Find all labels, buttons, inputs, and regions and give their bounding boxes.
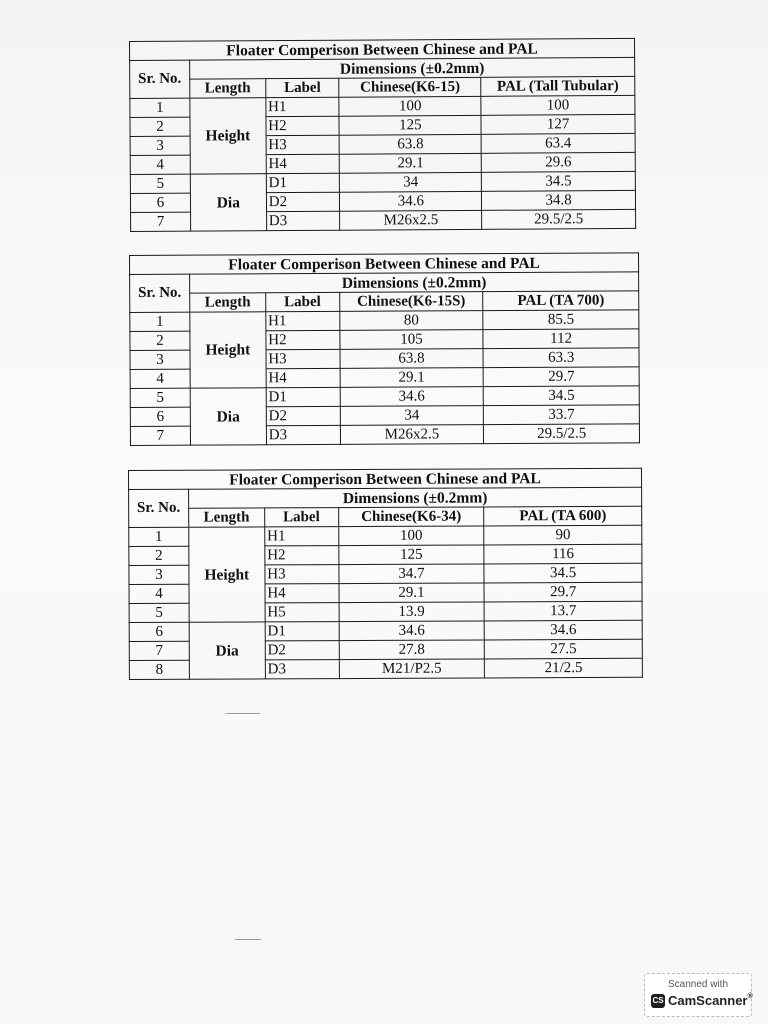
sr-no-cell: 7	[129, 641, 189, 660]
pal-value-cell: 127	[481, 114, 635, 134]
chinese-value-cell: M26x2.5	[340, 425, 484, 445]
chinese-value-cell: 34	[340, 172, 482, 192]
chinese-value-cell: 125	[338, 545, 484, 565]
table-title: Floater Comperison Between Chinese and PAL	[130, 38, 635, 60]
pal-value-cell: 100	[481, 95, 635, 115]
chinese-value-cell: 34.7	[339, 564, 485, 584]
chinese-value-cell: 80	[339, 311, 483, 331]
pal-value-cell: 34.8	[482, 190, 636, 210]
label-cell: H4	[266, 368, 340, 387]
pal-value-cell: 29.7	[483, 367, 639, 387]
label-cell: H2	[265, 546, 339, 565]
chinese-value-cell: 34.6	[340, 191, 482, 211]
dimensions-header: Dimensions (±0.2mm)	[190, 57, 635, 79]
sr-no-cell: 4	[130, 369, 190, 388]
sr-no-cell: 5	[129, 603, 189, 622]
sr-no-cell: 8	[129, 660, 189, 679]
pal-value-cell: 29.5/2.5	[482, 209, 636, 229]
sr-no-header: Sr. No.	[129, 489, 189, 527]
chinese-value-cell: 100	[339, 96, 481, 116]
pal-value-cell: 63.4	[481, 133, 635, 153]
label-cell: D2	[266, 192, 340, 211]
label-cell: D3	[265, 660, 339, 679]
label-cell: H1	[265, 527, 339, 546]
label-cell: H5	[265, 603, 339, 622]
sr-no-cell: 1	[129, 527, 189, 546]
sr-no-cell: 7	[130, 426, 190, 445]
sr-no-cell: 2	[130, 117, 190, 136]
dimensions-header: Dimensions (±0.2mm)	[189, 487, 642, 508]
label-header: Label	[265, 292, 339, 311]
camscanner-watermark	[644, 973, 752, 1017]
pal-value-cell: 90	[484, 525, 642, 545]
sr-no-cell: 4	[129, 584, 189, 603]
sr-no-cell: 6	[130, 193, 190, 212]
pal-value-cell: 29.6	[481, 152, 635, 172]
sr-no-cell: 2	[129, 546, 189, 565]
dia-group-cell: Dia	[189, 622, 265, 679]
table-title: Floater Comperison Between Chinese and PAL	[129, 468, 642, 489]
sr-no-cell: 3	[130, 350, 190, 369]
sr-no-cell: 6	[129, 622, 189, 641]
scan-speck	[235, 939, 261, 940]
label-cell: H1	[266, 311, 340, 330]
chinese-value-cell: 27.8	[339, 640, 485, 660]
scan-speck	[226, 713, 260, 714]
camscanner-logo-icon: CS	[651, 994, 665, 1008]
label-cell: H3	[265, 565, 339, 584]
sr-no-cell: 2	[130, 331, 190, 350]
label-cell: H4	[265, 584, 339, 603]
chinese-value-cell: 29.1	[340, 368, 484, 388]
chinese-value-cell: M26x2.5	[340, 210, 482, 230]
height-group-cell: Height	[189, 527, 265, 622]
scanned-with-text: Scanned with	[667, 979, 729, 990]
chinese-value-cell: 125	[339, 115, 481, 135]
label-header: Label	[264, 508, 338, 527]
pal-value-cell: 34.6	[485, 620, 643, 640]
pal-header: PAL (Tall Tubular)	[481, 76, 635, 96]
height-group-cell: Height	[190, 312, 266, 388]
chinese-value-cell: 13.9	[339, 602, 485, 622]
length-header: Length	[190, 79, 266, 98]
pal-value-cell: 116	[484, 544, 642, 564]
sr-no-cell: 3	[130, 136, 190, 155]
sr-no-cell: 4	[130, 155, 190, 174]
pal-value-cell: 112	[483, 329, 639, 349]
pal-value-cell: 33.7	[484, 405, 640, 425]
chinese-value-cell: 63.8	[340, 349, 484, 369]
pal-header: PAL (TA 600)	[484, 506, 642, 526]
pal-value-cell: 27.5	[485, 639, 643, 659]
label-cell: H4	[266, 154, 340, 173]
chinese-value-cell: M21/P2.5	[339, 659, 485, 679]
label-header: Label	[265, 78, 339, 97]
sr-no-cell: 5	[130, 388, 190, 407]
label-cell: D1	[265, 622, 339, 641]
dia-group-cell: Dia	[190, 174, 266, 231]
sr-no-cell: 3	[129, 565, 189, 584]
chinese-value-cell: 29.1	[339, 583, 485, 603]
label-cell: D3	[266, 211, 340, 230]
comparison-table-k6-15	[129, 38, 636, 232]
label-cell: H2	[266, 330, 340, 349]
chinese-header: Chinese(K6-15S)	[339, 292, 483, 312]
label-cell: D2	[266, 406, 340, 425]
chinese-header: Chinese(K6-15)	[339, 77, 481, 97]
sr-no-cell: 1	[130, 98, 190, 117]
pal-value-cell: 63.3	[483, 348, 639, 368]
dia-group-cell: Dia	[190, 388, 266, 445]
table-row	[129, 620, 642, 641]
sr-no-cell: 7	[131, 212, 191, 231]
camscanner-brand	[668, 993, 753, 1008]
label-cell: H2	[266, 116, 340, 135]
sr-no-cell: 1	[130, 312, 190, 331]
brand-name: CamScanner	[668, 993, 748, 1008]
comparison-table-k6-15s	[129, 252, 640, 446]
pal-value-cell: 85.5	[483, 310, 639, 330]
trademark-mark: ®	[747, 993, 753, 1000]
pal-value-cell: 29.7	[484, 582, 642, 602]
pal-value-cell: 29.5/2.5	[484, 424, 640, 444]
label-cell: H3	[266, 349, 340, 368]
pal-value-cell: 13.7	[484, 601, 642, 621]
label-cell: D1	[266, 387, 340, 406]
sr-no-cell: 6	[130, 407, 190, 426]
table-row	[129, 525, 642, 546]
sr-no-cell: 5	[130, 174, 190, 193]
sr-no-header: Sr. No.	[130, 60, 190, 98]
chinese-value-cell: 29.1	[340, 153, 482, 173]
chinese-value-cell: 34	[340, 406, 484, 426]
label-cell: D2	[265, 641, 339, 660]
pal-value-cell: 34.5	[484, 563, 642, 583]
label-cell: D1	[266, 173, 340, 192]
length-header: Length	[189, 508, 265, 527]
comparison-table-k6-34	[128, 468, 643, 680]
chinese-value-cell: 63.8	[340, 134, 482, 154]
label-cell: D3	[266, 425, 340, 444]
height-group-cell: Height	[190, 98, 266, 174]
label-cell: H1	[266, 97, 340, 116]
pal-value-cell: 34.5	[481, 171, 635, 191]
chinese-value-cell: 100	[338, 526, 484, 546]
pal-value-cell: 21/2.5	[485, 658, 643, 678]
chinese-header: Chinese(K6-34)	[338, 507, 484, 527]
chinese-value-cell: 34.6	[340, 387, 484, 407]
dimensions-header: Dimensions (±0.2mm)	[190, 272, 639, 293]
chinese-value-cell: 34.6	[339, 621, 485, 641]
pal-value-cell: 34.5	[484, 386, 640, 406]
sr-no-header: Sr. No.	[130, 274, 190, 312]
length-header: Length	[190, 293, 266, 312]
chinese-value-cell: 105	[339, 330, 483, 350]
table-title: Floater Comperison Between Chinese and PAL	[130, 253, 639, 275]
label-cell: H3	[266, 135, 340, 154]
pal-header: PAL (TA 700)	[483, 291, 639, 311]
